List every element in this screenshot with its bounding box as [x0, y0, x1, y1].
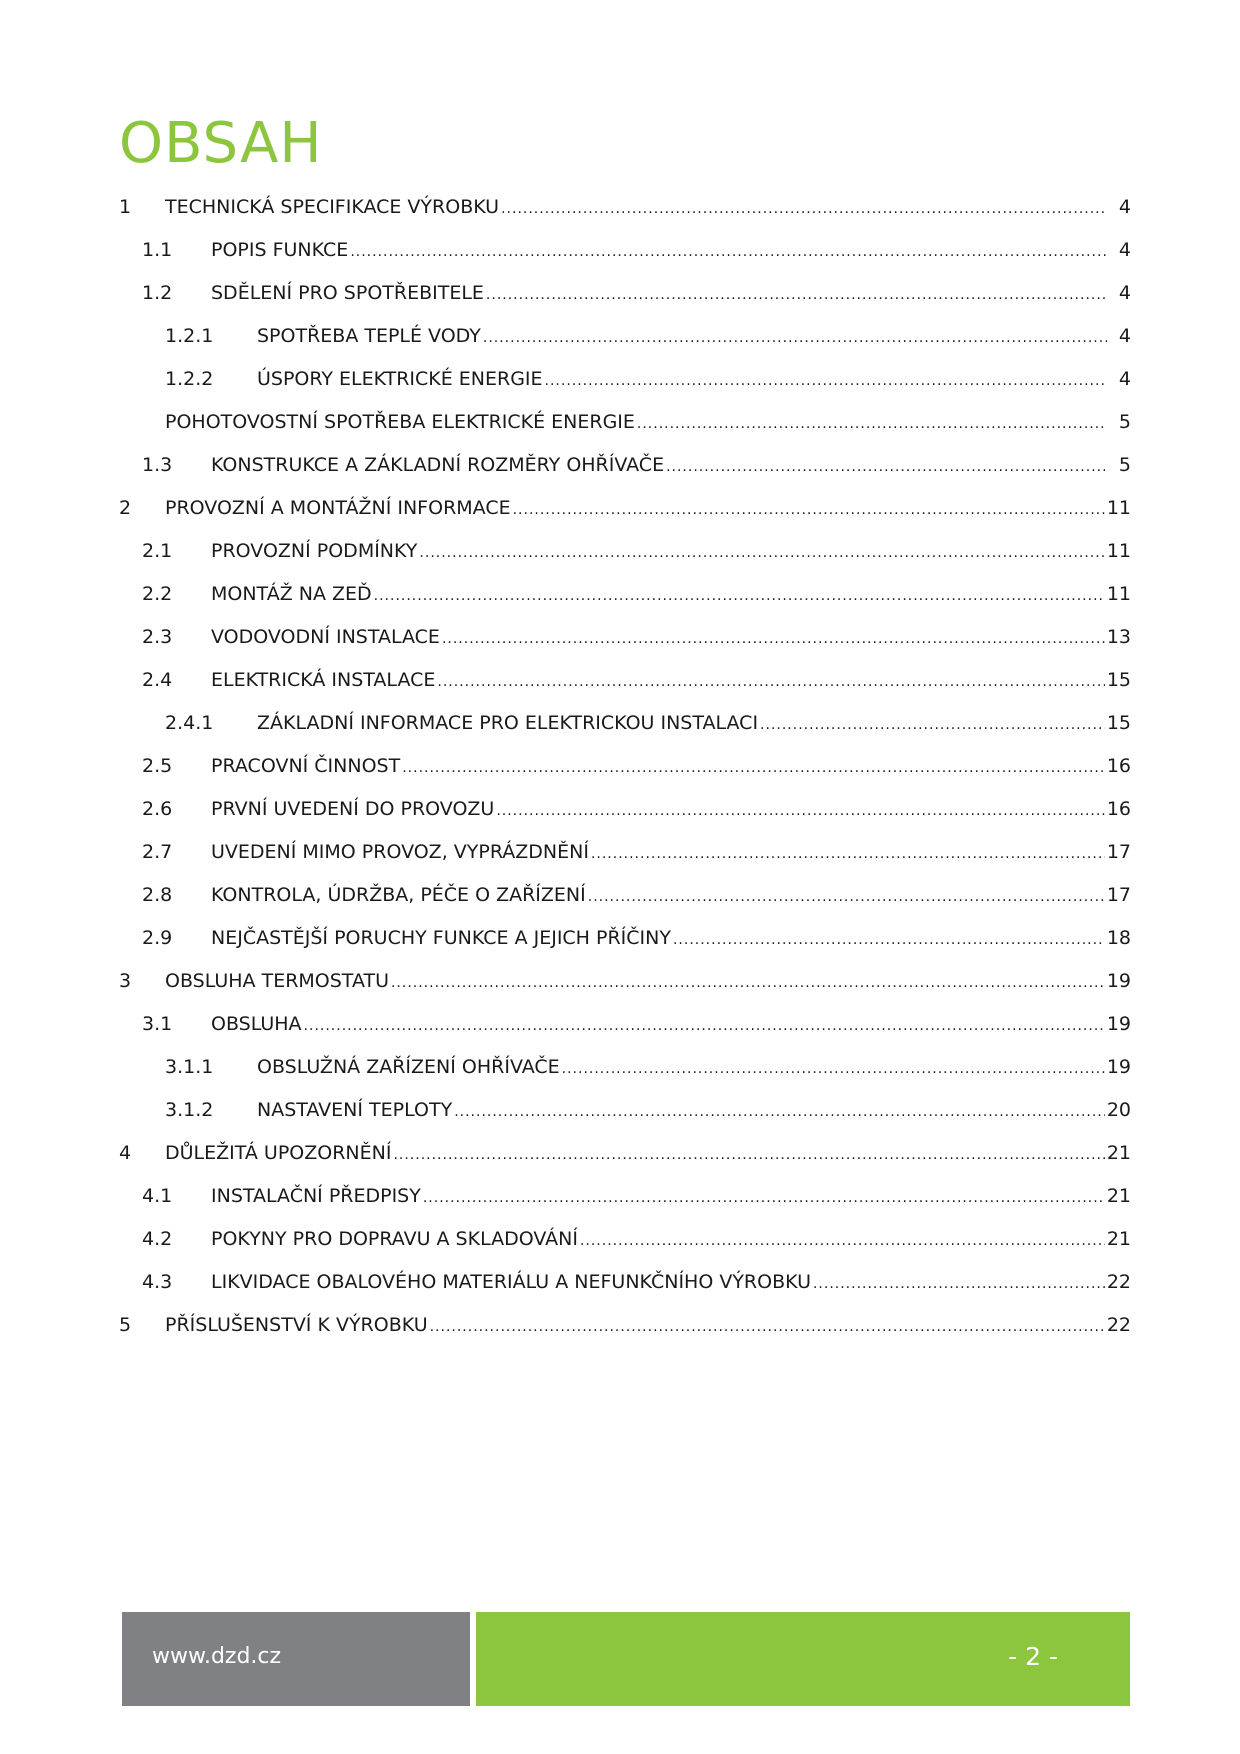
toc-entry-label: SPOTŘEBA TEPLÉ VODY [257, 325, 481, 347]
toc-entry[interactable] [119, 702, 1131, 745]
toc-dot-leader [545, 360, 1107, 403]
toc-entry-label: PROVOZNÍ A MONTÁŽNÍ INFORMACE [165, 497, 511, 519]
toc-entry-label: TECHNICKÁ SPECIFIKACE VÝROBKU [165, 196, 500, 218]
toc-dot-leader [350, 231, 1107, 274]
toc-dot-leader [591, 833, 1105, 876]
toc-entry[interactable] [119, 186, 1131, 229]
toc-entry[interactable] [119, 530, 1131, 573]
toc-entry-number: 2.7 [142, 841, 173, 863]
toc-entry-label: KONTROLA, ÚDRŽBA, PÉČE O ZAŘÍZENÍ [211, 884, 586, 906]
toc-entry-number: 2.4 [142, 669, 173, 691]
toc-entry[interactable] [119, 788, 1131, 831]
toc-entry[interactable] [119, 616, 1131, 659]
toc-dot-leader [673, 919, 1105, 962]
toc-entry-number: 3.1.1 [165, 1056, 214, 1078]
toc-entry-number: 4.1 [142, 1185, 173, 1207]
toc-dot-leader [496, 790, 1104, 833]
toc-dot-leader [580, 1220, 1105, 1263]
toc-entry[interactable] [119, 1304, 1131, 1347]
toc-entry[interactable] [119, 745, 1131, 788]
toc-entry-number: 2.1 [142, 540, 173, 562]
toc-entry-label: POHOTOVOSTNÍ SPOTŘEBA ELEKTRICKÉ ENERGIE [165, 411, 635, 433]
toc-dot-leader [442, 618, 1105, 661]
toc-entry[interactable] [119, 874, 1131, 917]
toc-dot-leader [513, 489, 1105, 532]
toc-entry[interactable] [119, 444, 1131, 487]
toc-entry-label: OBSLUŽNÁ ZAŘÍZENÍ OHŘÍVAČE [257, 1056, 560, 1078]
toc-entry-label: PRVNÍ UVEDENÍ DO PROVOZU [211, 798, 495, 820]
table-of-contents [119, 186, 1131, 1347]
toc-entry-page: 20 [1106, 1099, 1131, 1121]
toc-dot-leader [430, 1306, 1105, 1349]
toc-entry-label: ZÁKLADNÍ INFORMACE PRO ELEKTRICKOU INSTALACI [257, 712, 759, 734]
toc-entry-number: 2.6 [142, 798, 173, 820]
toc-entry-page: 4 [1118, 368, 1131, 390]
toc-dot-leader [588, 876, 1105, 919]
toc-entry[interactable] [119, 960, 1131, 1003]
toc-entry-number: 2.9 [142, 927, 173, 949]
toc-entry-number: 2.3 [142, 626, 173, 648]
toc-entry[interactable] [119, 917, 1131, 960]
toc-entry-page: 21 [1106, 1228, 1131, 1250]
toc-entry-number: 3 [119, 970, 132, 992]
toc-entry[interactable] [119, 1218, 1131, 1261]
toc-entry-label: INSTALAČNÍ PŘEDPISY [211, 1185, 421, 1207]
toc-entry-page: 16 [1106, 798, 1131, 820]
toc-entry[interactable] [119, 831, 1131, 874]
toc-dot-leader [486, 274, 1107, 317]
toc-dot-leader [304, 1005, 1105, 1048]
page-number: - 2 - [1008, 1642, 1058, 1671]
toc-dot-leader [813, 1263, 1105, 1306]
toc-entry[interactable] [119, 1132, 1131, 1175]
toc-entry-number: 1.1 [142, 239, 173, 261]
toc-entry-page: 19 [1106, 970, 1131, 992]
toc-entry-page: 18 [1106, 927, 1131, 949]
toc-entry-page: 21 [1106, 1142, 1131, 1164]
toc-entry-label: PŘÍSLUŠENSTVÍ K VÝROBKU [165, 1314, 428, 1336]
toc-entry-label: NASTAVENÍ TEPLOTY [257, 1099, 453, 1121]
toc-dot-leader [454, 1091, 1105, 1134]
toc-entry-number: 4.2 [142, 1228, 173, 1250]
toc-entry-page: 11 [1106, 540, 1131, 562]
toc-entry-page: 11 [1106, 583, 1131, 605]
toc-entry-page: 13 [1106, 626, 1131, 648]
toc-entry-number: 2.4.1 [165, 712, 214, 734]
toc-entry[interactable] [119, 659, 1131, 702]
toc-entry-label: LIKVIDACE OBALOVÉHO MATERIÁLU A NEFUNKČNÍHO VÝROBKU [211, 1271, 811, 1293]
toc-entry[interactable] [119, 229, 1131, 272]
toc-entry-label: MONTÁŽ NA ZEĎ [211, 583, 372, 605]
toc-dot-leader [483, 317, 1107, 360]
toc-entry-number: 3.1.2 [165, 1099, 214, 1121]
toc-entry-label: VODOVODNÍ INSTALACE [211, 626, 440, 648]
toc-entry-page: 11 [1106, 497, 1131, 519]
toc-entry[interactable] [119, 573, 1131, 616]
toc-entry-page: 5 [1118, 454, 1131, 476]
toc-entry-page: 15 [1106, 712, 1131, 734]
toc-dot-leader [637, 403, 1107, 446]
toc-entry-label: KONSTRUKCE A ZÁKLADNÍ ROZMĚRY OHŘÍVAČE [211, 454, 665, 476]
toc-entry[interactable] [119, 1046, 1131, 1089]
toc-entry-page: 19 [1106, 1013, 1131, 1035]
toc-dot-leader [393, 1134, 1104, 1177]
toc-entry-page: 4 [1118, 196, 1131, 218]
toc-entry-page: 22 [1106, 1271, 1131, 1293]
toc-entry-label: PROVOZNÍ PODMÍNKY [211, 540, 418, 562]
toc-entry[interactable] [119, 401, 1131, 444]
toc-dot-leader [391, 962, 1105, 1005]
toc-entry-page: 19 [1106, 1056, 1131, 1078]
toc-entry[interactable] [119, 272, 1131, 315]
toc-dot-leader [423, 1177, 1105, 1220]
toc-entry[interactable] [119, 487, 1131, 530]
toc-entry-number: 1.3 [142, 454, 173, 476]
toc-entry[interactable] [119, 358, 1131, 401]
toc-entry-number: 2.8 [142, 884, 173, 906]
toc-entry-page: 5 [1118, 411, 1131, 433]
toc-entry[interactable] [119, 1089, 1131, 1132]
toc-entry-page: 4 [1118, 325, 1131, 347]
toc-entry-page: 22 [1106, 1314, 1131, 1336]
toc-entry[interactable] [119, 315, 1131, 358]
toc-entry-page: 16 [1106, 755, 1131, 777]
toc-dot-leader [666, 446, 1107, 489]
toc-entry-label: OBSLUHA TERMOSTATU [165, 970, 389, 992]
toc-entry-number: 2 [119, 497, 132, 519]
page-title: OBSAH [119, 110, 323, 176]
toc-entry-number: 5 [119, 1314, 132, 1336]
toc-entry-number: 4.3 [142, 1271, 173, 1293]
toc-entry-page: 4 [1118, 239, 1131, 261]
toc-entry-number: 2.5 [142, 755, 173, 777]
toc-dot-leader [402, 747, 1105, 790]
toc-entry[interactable] [119, 1175, 1131, 1218]
toc-dot-leader [437, 661, 1104, 704]
toc-entry-page: 21 [1106, 1185, 1131, 1207]
toc-entry-number: 1.2 [142, 282, 173, 304]
toc-entry-label: SDĚLENÍ PRO SPOTŘEBITELE [211, 282, 484, 304]
footer-page-block [476, 1612, 1130, 1706]
toc-entry-page: 17 [1106, 841, 1131, 863]
toc-entry-number: 2.2 [142, 583, 173, 605]
toc-entry-label: DŮLEŽITÁ UPOZORNĚNÍ [165, 1142, 392, 1164]
toc-entry[interactable] [119, 1003, 1131, 1046]
toc-dot-leader [760, 704, 1105, 747]
toc-entry-label: ÚSPORY ELEKTRICKÉ ENERGIE [257, 368, 543, 390]
toc-dot-leader [562, 1048, 1105, 1091]
footer-url-block [122, 1612, 470, 1706]
toc-entry-number: 4 [119, 1142, 132, 1164]
toc-entry-label: POKYNY PRO DOPRAVU A SKLADOVÁNÍ [211, 1228, 578, 1250]
toc-entry-number: 1.2.1 [165, 325, 214, 347]
toc-dot-leader [501, 188, 1107, 231]
toc-entry-number: 1.2.2 [165, 368, 214, 390]
toc-entry-label: NEJČASTĚJŠÍ PORUCHY FUNKCE A JEJICH PŘÍČINY [211, 927, 671, 949]
toc-entry-number: 3.1 [142, 1013, 173, 1035]
toc-entry-label: PRACOVNÍ ČINNOST [211, 755, 401, 777]
toc-entry-page: 4 [1118, 282, 1131, 304]
toc-entry-page: 17 [1106, 884, 1131, 906]
toc-entry-label: POPIS FUNKCE [211, 239, 349, 261]
toc-entry-page: 15 [1106, 669, 1131, 691]
toc-dot-leader [374, 575, 1105, 618]
toc-entry-label: OBSLUHA [211, 1013, 302, 1035]
toc-dot-leader [419, 532, 1104, 575]
toc-entry-number: 1 [119, 196, 132, 218]
footer-url[interactable]: www.dzd.cz [152, 1644, 282, 1669]
toc-entry-label: ELEKTRICKÁ INSTALACE [211, 669, 436, 691]
toc-entry-label: UVEDENÍ MIMO PROVOZ, VYPRÁZDNĚNÍ [211, 841, 589, 863]
toc-entry[interactable] [119, 1261, 1131, 1304]
